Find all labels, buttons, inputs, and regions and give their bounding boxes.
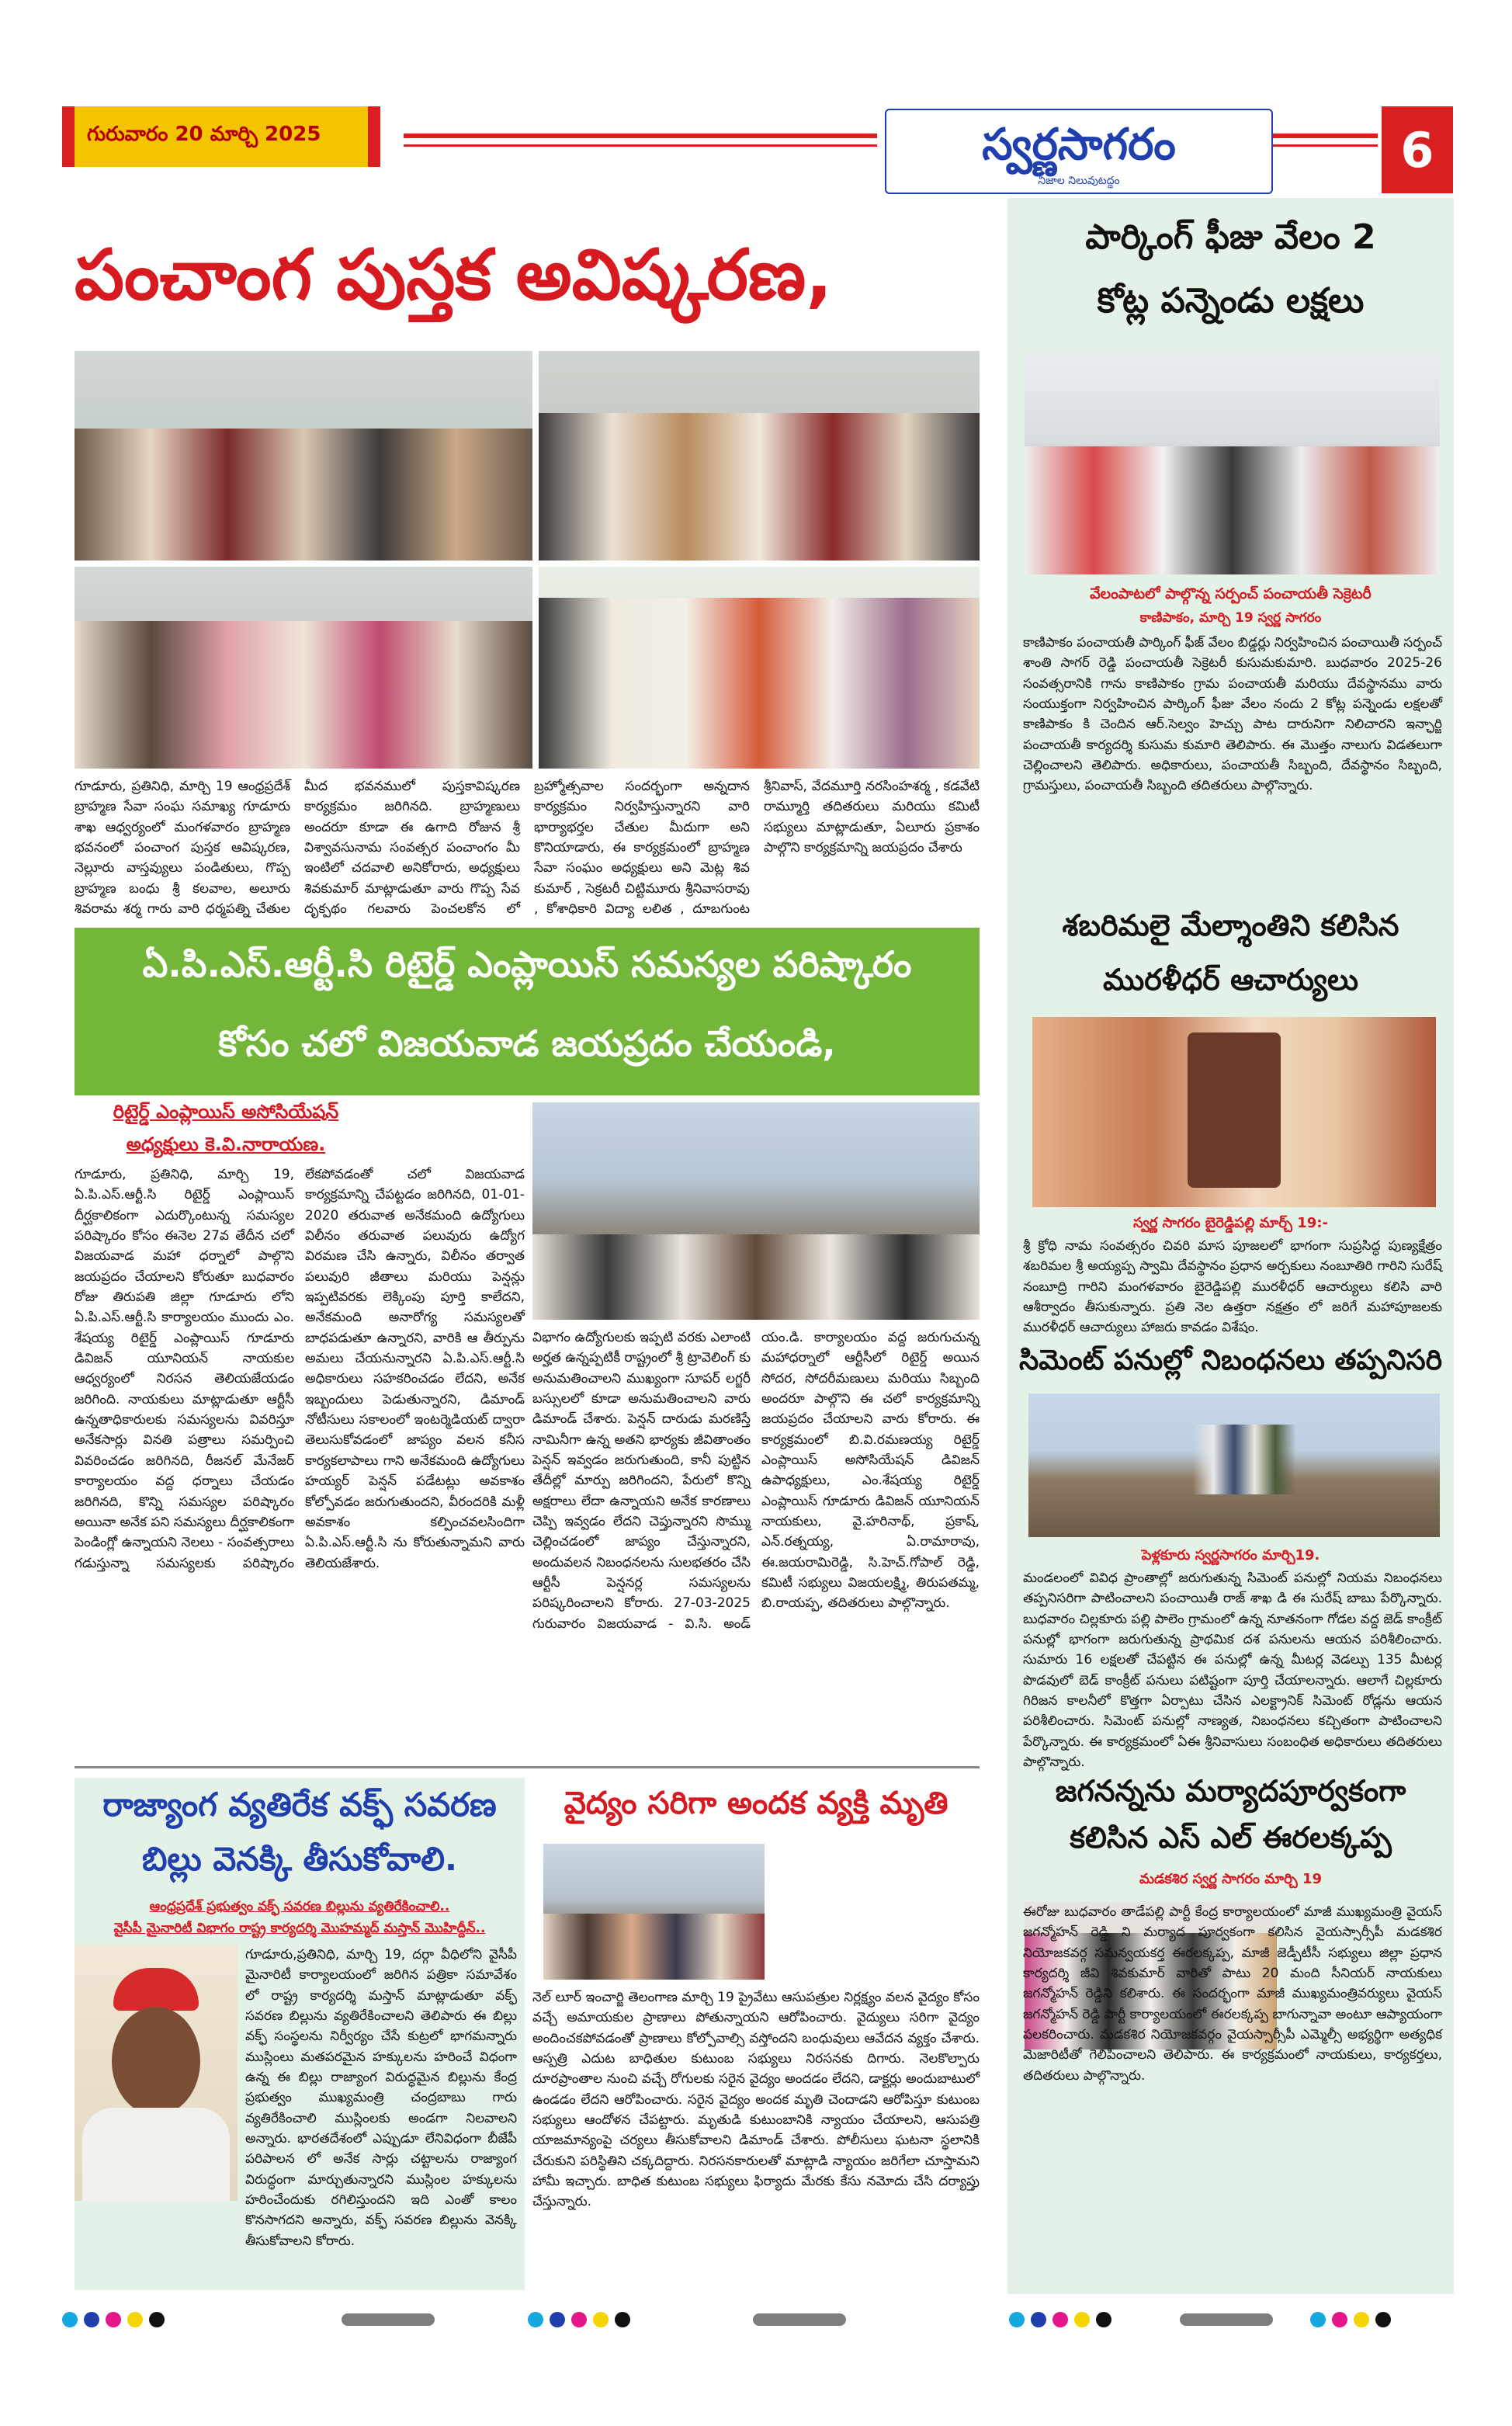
jagan-headline-2: కలిసిన ఎస్ ఎల్ ఈరలక్కప్ప (1070, 1820, 1392, 1855)
jagan-headline-1: జగనన్నను మర్యాదపూర్వకంగా (1055, 1774, 1406, 1808)
apsrtc-subhead-1: రిటైర్డ్ ఎంప్లాయిస్ అసోసియేషన్ (113, 1101, 339, 1123)
lead-photo-3 (75, 567, 532, 769)
parking-caption: వేలంపాటలో పాల్గొన్న సర్పంచ్ పంచాయతీ సెక్రెటరీ (1090, 585, 1372, 602)
waqf-portrait-face (112, 2007, 200, 2115)
apsrtc-body-left: గూడూరు, ప్రతినిధి, మార్చి 19, ఏ.పి.ఎస్.ఆర్టీ.సి రిటైర్డ్ ఎంప్లాయిస్ దీర్ఘకాలికంగా ఎదుర్కొంటున్న సమస్యల పరిష్కారం కోసం ఈనెల 27వ తేదీన చలో విజయవాడ మహా ధర్నాలో పాల్గొని జయప్రదం చేయాలని కోరుతూ బుధవారం రోజు తిరుపతి జిల్లా గూడూరు లోని ఏ.పి.ఎస్.ఆర్టీ.సి కార్యాలయం ముందు ఎం. శేషయ్య రిటైర్డ్ ఎంప్లాయిస్ గూడూరు డివిజన్ యూనియన్ నాయకుల ఆధ్వర్యంలో నిరసన తెలియజేయడం జరిగింది. నాయకులు మాట్లాడుతూ ఆర్టీసీ ఉన్నతాధికారులకు సమస్యలను వివరిస్తూ అనేకసార్లు వినతి పత్రాలు సమర్పించి వివరించడం జరిగినది, రీజనల్ మేనేజర్ కార్యాలయం వద్ద ధర్నాలు చేయడం జరిగినది, కొన్ని సమస్యల పరిష్కారం అయినా అనేక పని సమస్యలు దీర్ఘకాలికంగా పెండింగ్లో ఉన్నాయని నెలలు - సంవత్సరాలు గడుస్తున్నా సమస్యలకు పరిష్కారం లేకపోవడంతో చలో విజయవాడ కార్యక్రమాన్ని చేపట్టడం జరిగినది, 01-01-2020 తరువాత అనేకమంది ఉద్యోగులు విలీనం తరువాత పలువురు ఉద్యోగ విరమణ చేసి ఉన్నారు, విలీనం తర్వాత పలువురి జీతాలు మరియు పెన్షన్లు ఇప్పటివరకు లెక్కింపు పూర్తి కాలేదని, అనేకమంది అనారోగ్య సమస్యలతో బాధపడుతూ ఉన్నారని, వారికి ఆ తీర్పును అమలు చేయనున్నారని ఏ.పి.ఎస్.ఆర్టీ.సి అధికారులు సహకరించడం లేదని, అనేక ఇబ్బందులు పెడుతున్నారని, డిమాండ్ నోటీసులు సకాలంలో ఇంటర్మెడియట్ ద్వారా తెలుసుకోవడంలో జాప్యం వలన కనీస కార్యకలాపాలు గాని అనేకమంది ఉద్యోగులు హయ్యర్ పెన్షన్ పడేటట్లు అవకాశం కోల్పోవడం జరుగుతుందని, వీరందరికి మళ్లీ అవకాశం కల్పించవలసిందిగా ఏ.పి.ఎస్.ఆర్టీ.సి ను కోరుతున్నామని వారు తెలియజేశారు. (75, 1167, 525, 1571)
logo-title: స్వర్ణసాగరం (982, 120, 1176, 170)
masthead-rule-right (1273, 134, 1378, 138)
masthead-rule-left-thin (404, 144, 877, 147)
waqf-body: గూడూరు,ప్రతినిధి, మార్చి 19, దర్గా వీధిలోని వైసీపీ మైనారిటీ కార్యాలయంలో జరిగిన పత్రికా సమావేశం లో రాష్ట్ర కార్యదర్శి మస్తాన్ మాట్లాడుతూ వక్ఫ్ సవరణ బిల్లును వ్యతిరేకించాలని తెలిపారు ఈ బిల్లు వక్ఫ్ సంస్థలను నిర్వీర్యం చేసే కుట్రలో భాగమన్నారు ముస్లింలు మతపరమైన హక్కులను హరించే విధంగా ఉన్న ఈ బిల్లు రాజ్యాంగ విరుద్ధమైన బిల్లును కేంద్ర ప్రభుత్వం ముఖ్యమంత్రి చంద్రబాబు గారు వ్యతిరేకించాలి ముస్లింలకు అండగా నిలవాలని అన్నారు. భారతదేశంలో ఎప్పుడూ లేనివిధంగా బీజేపీ పరిపాలన లో అనేక సార్లు చట్టాలను రాజ్యాంగ విరుద్ధంగా మార్చుతున్నారని ముస్లింల హక్కులను హరించేందుకు రగిలిస్తుందని ఇది ఎంతో కాలం కొనసాగదని అన్నారు, వక్ఫ్ సవరణ బిల్లును వెనక్కి తీసుకోవాలని కోరారు. (245, 1947, 517, 2249)
lead-body: గూడూరు, ప్రతినిధి, మార్చి 19 ఆంధ్రప్రదేశ్ బ్రాహ్మణ సేవా సంఘ సమాఖ్య గూడూరు శాఖ ఆధ్వర్యంలో మంగళవారం బ్రాహ్మణ భవనంలో పంచాంగ పుస్తక ఆవిష్కరణ, నెల్లూరు వాస్తవ్యులు పండితులు, గొప్ప బ్రాహ్మణ బంధు శ్రీ కలవాల, అలూరు శివరామ శర్మ గారు వారి ధర్మపత్ని చేతుల మీద భవనములో పుస్తకావిష్కరణ కార్యక్రమం జరిగినది. బ్రాహ్మణులు అందరూ కూడా ఈ ఉగాది రోజున శ్రీ విశ్వావసునామ సంవత్సర పంచాంగం మీ ఇంటిలో చదవాలి అనికోరారు, అధ్యక్షులు శివకుమార్ మాట్లాడుతూ వారు గొప్ప సేవ దృక్పథం గలవారు పెంచలకోన లో బ్రహ్మోత్సవాల సందర్భంగా అన్నదాన కార్యక్రమం నిర్వహిస్తున్నారని వారి భార్యాభర్తల చేతుల మీదుగా అని కొనియాడారు, ఈ కార్యక్రమంలో బ్రాహ్మణ సేవా సంఘం అధ్యక్షులు అని మెట్ల శివ కుమార్ , సెక్రటరీ చిట్టిమూరు శ్రీనివాసరావు , కోశాధికారి విద్యా లలిత , దూబగుంట శ్రీనివాస్, వేదమూర్తి నరసింహశర్మ , కడవేటి రామ్మూర్తి తదితరులు మరియు కమిటీ సభ్యులు మాట్లాడుతూ, ఏలూరు ప్రకాశం పాల్గొని కార్యక్రమాన్ని జయప్రదం చేశారు (75, 779, 980, 918)
apsrtc-headline-line-2: కోసం చలో విజయవాడ జయప్రదం చేయండి, (218, 1022, 836, 1064)
lead-headline: పంచాంగ పుస్తక అవిష్కరణ, (75, 234, 833, 316)
parking-photo-table (1025, 446, 1440, 574)
issue-date: గురువారం 20 మార్చి 2025 (87, 123, 321, 146)
reg-dot-blue (550, 2312, 565, 2327)
death-photo (543, 1844, 765, 1980)
lead-photo-2-people (539, 413, 980, 561)
reg-dot-yellow (1074, 2312, 1090, 2327)
waqf-headline-2: బిల్లు వెనక్కి తీసుకోవాలి. (142, 1840, 457, 1878)
reg-dot-cyan (528, 2312, 543, 2327)
waqf-portrait (75, 1945, 238, 2201)
sabari-headline-2: మురళీధర్ ఆచార్యులు (1102, 963, 1359, 997)
reg-pill (342, 2313, 435, 2326)
section-divider (75, 1766, 980, 1768)
lead-photo-1 (75, 351, 532, 561)
death-photo-crowd (543, 1914, 765, 1980)
lead-photo-4 (539, 567, 980, 769)
apsrtc-headline-line-1: ఏ.పి.ఎస్.ఆర్టీ.సి రిటైర్డ్ ఎంప్లాయిస్ సమస్యల పరిష్కారం (142, 943, 912, 985)
jagan-dateline: మడకశిర స్వర్ణ సాగరం మార్చి 19 (1139, 1871, 1323, 1887)
reg-dot-blue (84, 2312, 99, 2327)
reg-dot-black (149, 2312, 165, 2327)
apsrtc-headline-band (75, 928, 980, 1095)
parking-headline-1: పార్కింగ్ ఫీజు వేలం 2 (1085, 217, 1376, 257)
apsrtc-photo (532, 1102, 980, 1320)
reg-dot-magenta (106, 2312, 121, 2327)
waqf-headline-1: రాజ్యాంగ వ్యతిరేక వక్ఫ్ సవరణ (102, 1786, 497, 1824)
jagan-body: ఈరోజు బుధవారం తాడేపల్లి పార్టీ కేంద్ర కార్యాలయంలో మాజీ ముఖ్యమంత్రి వైయస్ జగన్మోహన్ రెడ్డి ని మర్యాద పూర్వకంగా కలిసిన వైయస్సార్సీపీ మడకశిర నియోజకవర్గ సమన్వయకర్త ఈరలక్కప్ప, మాజీ జెడ్పీటీసీ సభ్యులు జిల్లా ప్రధాన కార్యదర్శి జీవి శివకుమార్ వారితో పాటు 20 మంది సీనియర్ నాయకులు జగన్మోహన్ రెడ్డిని కలిశారు. ఈ సందర్భంగా మాజీ ముఖ్యమంత్రివర్యులు వైయస్ జగన్మోహన్ రెడ్డి పార్టీ కార్యాలయంలో ఈరలక్కప్ప బాగున్నావా అంటూ ఆప్యాయంగా పలకరించారు. మడకశిర నియోజకవర్గం వైయస్సార్సీపీ ఎమ్మెల్సీ అభ్యర్థిగా అత్యధిక మెజారిటీతో గెలిపించాలని తెలిపారు. ఈ కార్యక్రమంలో నాయకులు, కార్యకర్తలు, తదితరులు పాల్గొన్నారు. (1023, 1904, 1442, 2084)
lead-photo-2 (539, 351, 980, 561)
cement-photo (1028, 1393, 1440, 1537)
sabari-photo-shrine (1188, 1033, 1281, 1188)
parking-dateline: కాణిపాకం, మార్చి 19 స్వర్ణ సాగరం (1139, 610, 1322, 626)
waqf-subhead-2: వైసీపీ మైనారిటీ విభాగం రాష్ట్ర కార్యదర్శి మొహమ్మద్ మస్తాన్ మొహిద్దీన్.. (113, 1921, 486, 1936)
reg-dot-blue (1031, 2312, 1046, 2327)
sabari-photo (1032, 1017, 1436, 1207)
sabari-headline-1: శబరిమలై మేల్శాంతిని కలిసిన (1062, 908, 1399, 942)
cement-body: మండలంలో వివిధ ప్రాంతాల్లో జరుగుతున్న సిమెంట్ పనుల్లో నియమ నిబంధనలు తప్పనిసరిగా పాటించాలని పంచాయితీ రాజ్ శాఖ డి ఈ సురేష్ బాబు పేర్కొన్నారు. బుధవారం చిల్లకూరు పల్లి పాలెం గ్రామంలో ఉన్న నూతనంగా గోడల వద్ద జెడ్ కాంక్రీట్ పనుల్లో భాగంగా జరుగుతున్న ప్రాథమిక దశ పనులను ఆయన పరిశీలించారు. సుమారు 16 లక్షలతో చేపట్టిన ఈ పనుల్లో ఉన్న మీటర్ల వెడల్పు 135 మీటర్ల పొడవులో బెడ్ కాంక్రీట్ పనులు పటిష్టంగా పూర్తి చేయాలన్నారు. ఆలాగే చిల్లకూరు గిరిజన కాలనీలో కొత్తగా ఏర్పాటు చేసిన ఎలక్ట్రానిక్ సిమెంట్ రోడ్లను ఆయన పరిశీలించారు. సిమెంట్ పనుల్లో నాణ్యత, నిబంధనలు కచ్చితంగా పాటించాలని పేర్కొన్నారు. ఈ కార్యక్రమంలో ఏఈ శ్రీనివాసులు సంబంధిత అధికారులు తదితరులు పాల్గొన్నారు. (1023, 1570, 1442, 1771)
reg-dot-black (615, 2312, 630, 2327)
reg-dot-cyan (1310, 2312, 1326, 2327)
reg-pill (1180, 2313, 1273, 2326)
waqf-portrait-cap (113, 1968, 199, 2011)
newspaper-logo (885, 109, 1273, 194)
cement-photo-workers (1028, 1425, 1440, 1494)
parking-photo (1025, 353, 1440, 574)
print-registration-left (62, 2304, 435, 2335)
issue-date-box (62, 106, 380, 167)
parking-body: కాణిపాకం పంచాయతీ పార్కింగ్ ఫీజ్ వేలం బిడ్డర్లు నిర్వహించిన పంచాయితీ సర్పంచ్ శాంతి సాగర్ రెడ్డి పంచాయతీ సెక్రెటరీ కుసుమకుమారి. బుధవారం 2025-26 సంవత్సరానికి గాను కాణిపాకం గ్రామ పంచాయతీ మరియు దేవస్థానము వారు సంయుక్తంగా నిర్వహించిన పార్కింగ్ ఫీజు వేలం నందు 2 కోట్ల పన్నెండు లక్షలతో కాణిపాకం కి చెందిన ఆర్.సెల్వం హెచ్చు పాట దారునిగా నిలిచారని ఇన్ఛార్జి పంచాయతీ కార్యదర్శి కుసుమ కుమారి తెలిపారు. ఈ మొత్తం నాలుగు విడతలుగా చెల్లించాలని తెలిపారు. అధికారులు, పంచాయతీ సిబ్బంది, దేవస్థానం సిబ్బంది, గ్రామస్తులు, పంచాయతీ సిబ్బంది తదితరులు పాల్గొన్నారు. (1023, 635, 1442, 794)
cement-dateline: పెళ్లకూరు స్వర్ణసాగరం మార్చి19. (1141, 1547, 1320, 1564)
lead-photo-4-people (539, 598, 980, 769)
cement-headline: సిమెంట్ పనుల్లో నిబంధనలు తప్పనిసరి (1018, 1345, 1443, 1376)
reg-dot-black (1375, 2312, 1391, 2327)
reg-dot-cyan (1009, 2312, 1025, 2327)
apsrtc-subhead-2: అధ్యక్షులు కె.వి.నారాయణ. (126, 1133, 326, 1155)
apsrtc-photo-protesters (532, 1234, 980, 1320)
reg-dot-magenta (1053, 2312, 1068, 2327)
print-registration-right (1009, 2304, 1391, 2335)
page-number: 6 (1382, 106, 1453, 193)
parking-headline-2: కోట్ల పన్నెండు లక్షలు (1097, 281, 1365, 321)
masthead-rule-right-thin (1273, 144, 1378, 147)
reg-dot-black (1096, 2312, 1111, 2327)
death-body: నెల్ లూర్ ఇంచార్జి తెలంగాణ మార్చి 19 ప్రైవేటు ఆసుపత్రుల నిర్లక్ష్యం వలన వైద్యం కోసం వచ్చే అమాయకుల ప్రాణాలు పోతున్నాయని ఆరోపించారు. వైద్యులు సరిగా వైద్యం అందించకపోవడంతో ప్రాణాలు కోల్పోవాల్సి వస్తోందని బంధువులు ఆవేదన వ్యక్తం చేశారు. ఆస్పత్రి ఎదుట బాధితుల కుటుంబ సభ్యులు నిరసనకు దిగారు. నెలకొల్పారు దూరప్రాంతాల నుంచి వచ్చే రోగులకు సరైన వైద్యం అందడం లేదని, డాక్టర్లు అందుబాటులో ఉండడం లేదని ఆరోపించారు. సరైన వైద్యం అందక మృతి చెందాడని ఆరోపిస్తూ కుటుంబ సభ్యులు ఆందోళన చేపట్టారు. మృతుడి కుటుంబానికి న్యాయం చేయాలని, ఆసుపత్రి యాజమాన్యంపై చర్యలు తీసుకోవాలని డిమాండ్ చేశారు. పోలీసులు ఘటనా స్థలానికి చేరుకుని పరిస్థితిని చక్కదిద్దారు. నిరసనకారులతో మాట్లాడి న్యాయం జరిగేలా చూస్తామని హామీ ఇచ్చారు. బాధిత కుటుంబ సభ్యులు ఫిర్యాదు మేరకు కేసు నమోదు చేసి దర్యాప్తు చేస్తున్నారు. (532, 1990, 980, 2210)
waqf-subhead-1: ఆంధ్రప్రదేశ్ ప్రభుత్వం వక్ఫ్ సవరణ బిల్లును వ్యతిరేకించాలి.. (149, 1899, 450, 1914)
masthead-rule-left (404, 134, 877, 138)
reg-dot-yellow (593, 2312, 609, 2327)
sabari-body: శ్రీ క్రోధి నామ సంవత్సరం చివరి మాస పూజలలో భాగంగా సుప్రసిద్ధ పుణ్యక్షేత్రం శబరిమల శ్రీ అయ్యప్ప స్వామి దేవస్థానం ప్రధాన అర్చకులు నంబూతిరి గారిని సురేష్ నంబూద్రి గారిని మంగళవారం బైరెడ్డిపల్లి మురళీధర్ ఆచార్యులు కలిసి వారి ఆశీర్వాదం తీసుకున్నారు. ప్రతి నెల ఉత్తరా నక్షత్రం లో జరిగే మహాపూజలకు మురళీధర్ ఆచార్యులు హాజరు కావడం విశేషం. (1023, 1238, 1442, 1336)
lead-photo-3-people (75, 621, 532, 769)
waqf-portrait-shirt (82, 2108, 230, 2201)
reg-dot-yellow (127, 2312, 143, 2327)
reg-dot-magenta (1332, 2312, 1347, 2327)
reg-dot-magenta (571, 2312, 587, 2327)
reg-dot-cyan (62, 2312, 78, 2327)
print-registration-center (528, 2304, 846, 2335)
death-headline: వైద్యం సరిగా అందక వ్యక్తి మృతి (564, 1786, 948, 1821)
apsrtc-body-right: విభాగం ఉద్యోగులకు ఇప్పటి వరకు ఎలాంటి అర్హత ఉన్నప్పటికీ రాష్ట్రంలో శ్రీ ట్రావెలింగ్ కు అనుమతించాలని ముఖ్యంగా సూపర్ లగ్జరీ బస్సులలో కూడా అనుమతించాలని వారు డిమాండ్ చేశారు. పెన్షన్ దారుడు మరణిస్తే నామినీగా ఉన్న అతని భార్యకు జీవితాంతం పెన్షన్ ఇవ్వడం జరుగుతుంది, కానీ పుట్టిన తేదీల్లో మార్పు జరిగిందని, పేరులో కొన్ని అక్షరాలు లేదా ఉన్నాయని అనేక కారణాలు చెప్పి ఇవ్వడం లేదని చెప్తున్నారని సొమ్ము చెల్లించడంలో జాప్యం చేస్తున్నారని, అందువలన నిబంధనలను సులభతరం చేసి ఆర్టీసీ పెన్షనర్ల సమస్యలను పరిష్కరించాలని కోరారు. 27-03-2025 గురువారం విజయవాడ - వి.సి. అండ్ యం.డి. కార్యాలయం వద్ద జరుగుచున్న మహాధర్నాలో ఆర్టీసీలో రిటైర్డ్ అయిన సోదర, సోదరీమణులు మరియు సిబ్బంది అందరూ పాల్గొని ఈ చలో కార్యక్రమాన్ని జయప్రదం చేయాలని వారు కోరారు. ఈ కార్యక్రమంలో బి.వి.రమణయ్య రిటైర్డ్ ఎంప్లాయిస్ అసోసియేషన్ డివిజన్ ఉపాధ్యక్షులు, ఎం.శేషయ్య రిటైర్డ్ ఎంప్లాయిస్ గూడూరు డివిజన్ యూనియన్ నాయకులు, వై.హరినాథ్, ప్రకాష్, ఎన్.రత్నయ్య, ఏ.రామారావు, ఈ.జయరామిరెడ్డి, సి.హెచ్.గోపాల్ రెడ్డి, కమిటీ సభ్యులు విజయలక్ష్మి, తిరుపతమ్మ, బి.రాయప్ప, తదితరులు పాల్గొన్నారు. (532, 1330, 980, 1632)
reg-dot-yellow (1354, 2312, 1369, 2327)
logo-tagline: నిజాల నిలువుటద్దం (1038, 175, 1120, 187)
reg-pill (753, 2313, 846, 2326)
lead-photo-1-people (75, 429, 532, 561)
sabari-dateline: స్వర్ణ సాగరం బైరెడ్డిపల్లి మార్చ్ 19:- (1133, 1215, 1328, 1231)
